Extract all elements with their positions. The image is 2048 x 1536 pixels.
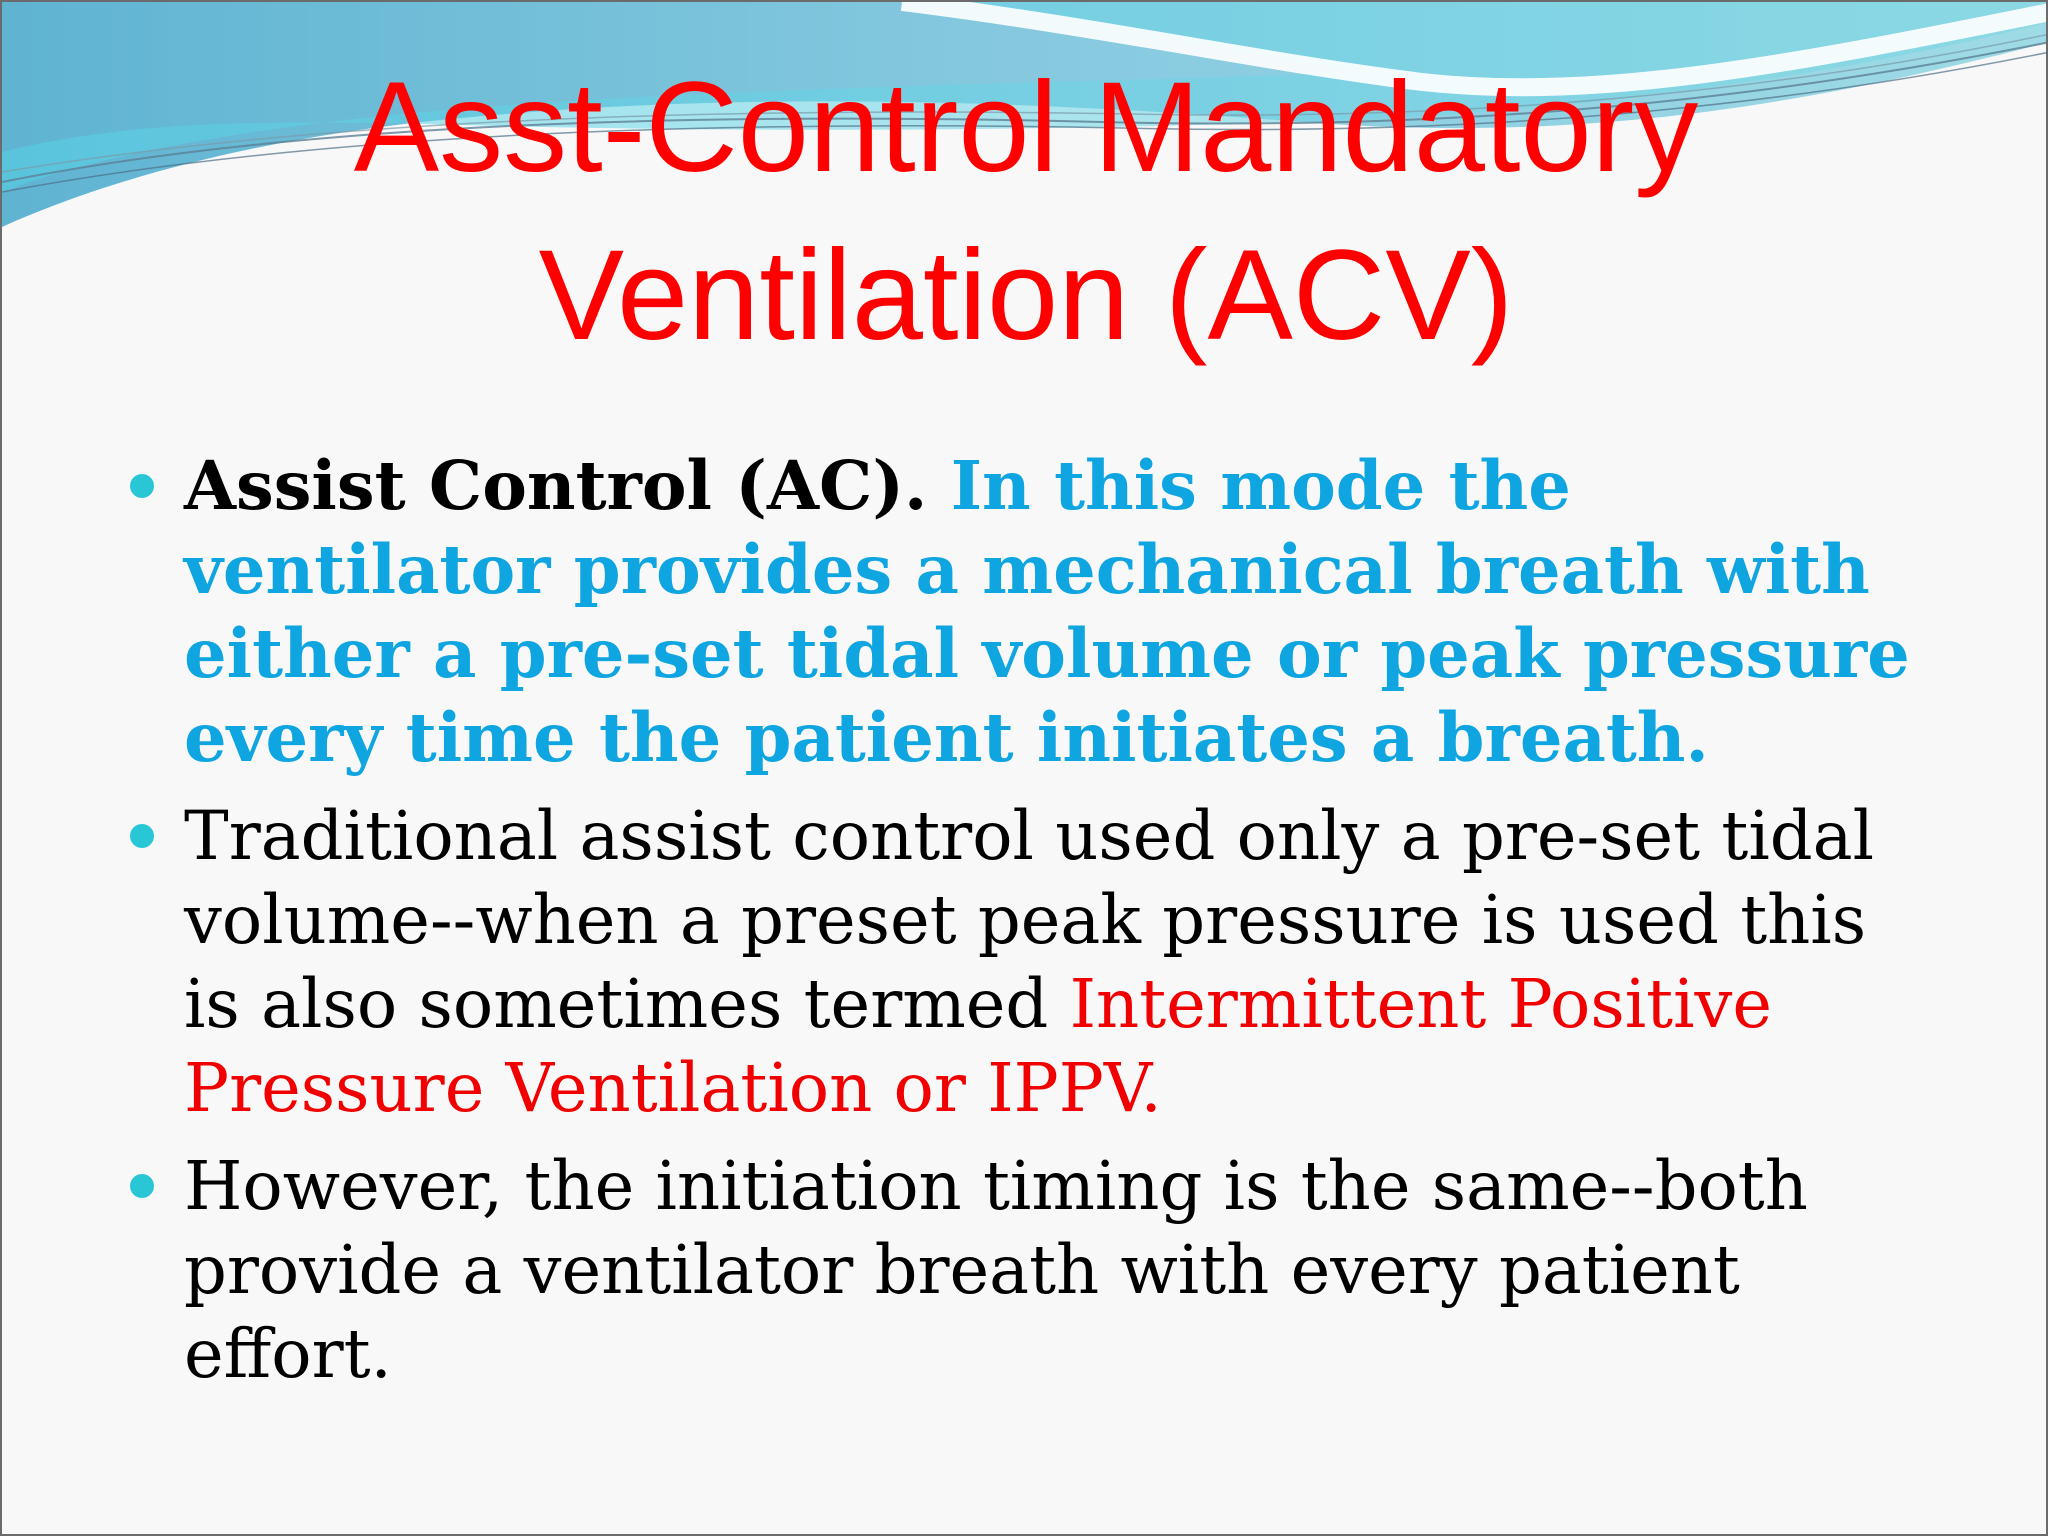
title-line-1: Asst-Control Mandatory <box>353 56 1699 199</box>
bullet-3-text: However, the initiation timing is the same--both provide a ventilator breath with every patient effort. <box>184 1147 1808 1393</box>
slide-title <box>2 44 2048 380</box>
bullet-2-highlight: Intermittent Positive Pressure Ventilation or IPPV. <box>184 965 1773 1127</box>
bullet-list <box>128 444 1928 1410</box>
bullet-dot-icon <box>130 824 154 848</box>
bullet-item-2 <box>128 794 1928 1130</box>
bullet-2-text: Traditional assist control used only a pre-set tidal volume--when a preset peak pressure is used this is also sometimes termed <box>184 797 1875 1043</box>
bullet-dot-icon <box>130 474 154 498</box>
bullet-item-3 <box>128 1144 1928 1396</box>
title-line-2: Ventilation (ACV) <box>538 224 1514 367</box>
bullet-dot-icon <box>130 1174 154 1198</box>
bullet-item-1 <box>128 444 1928 780</box>
bullet-1-lead: Assist Control (AC). <box>184 446 951 525</box>
bullet-1-text: In this mode the ventilator provides a mechanical breath with either a pre-set tidal volume or peak pressure every time the patient initiates a breath. <box>184 446 1910 777</box>
